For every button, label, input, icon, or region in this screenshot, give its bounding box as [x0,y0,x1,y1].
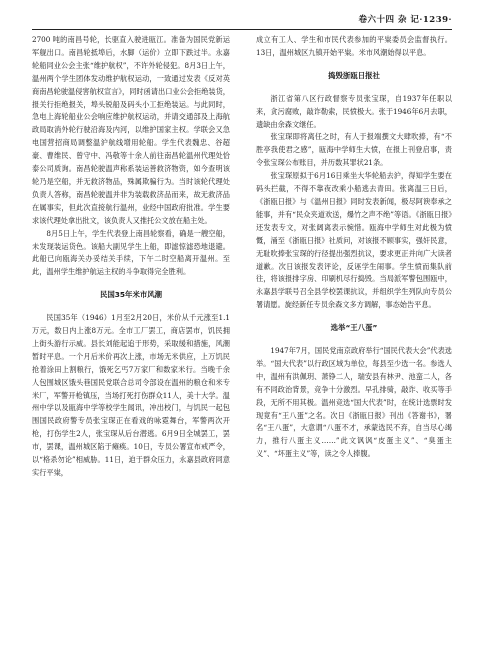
right-paragraph-2: 浙江省第八区行政督察专员张宝琛，自1937年任职以来，贪污腐败，敲诈勒索，民愤极大。张于1946年6月去职，遗缺由余森文继任。 [256,93,452,129]
right-paragraph-4: 张宝琛原拟于6月16日乘坐大华轮船去沪，得知学生要在码头拦截，不得不靠夜改乘小船逃去青田。张离温三日后，《浙瓯日报》与《温州日报》同时发表新闻，极尽阿谀奉承之能事，并有“民众夹道欢送，爆竹之声不绝”等语。《浙瓯日报》还发表专文，对张阔离表示惋惜。瓯海中学师生对此极为愤慨，涌至《浙瓯日报》社质问，对该报不顾事实，强奸民意，无耻吹捧张宝琛的行径提出强烈抗议，要求更正并向广大读者道歉。次日该报发表评论，反诬学生闹事。学生愤而集队前往，将该报排字房、印刷机尽行捣毁。当局派军警包围瓯中，永嘉县学联号召全县学校罢课抗议，并组织学生列队向专员公署请愿。旋经新任专员余森文多方调解，事态始告平息。 [256,171,452,310]
right-paragraph-3: 张宝琛即将离任之时，有人于报端撰文大肆吹捧，有“不胜亭我使君之感”，瓯海中学师生大愤，在报上刊登启事，责令张宝琛公布账目，并历数其罪状21条。 [256,132,452,168]
section-heading-newspaper: 捣毁浙瓯日报社 [328,70,380,80]
left-paragraph-2: 8月5日上午，学生代表登上南昌轮察看，确是一艘空船，未发现装运货色。该船大副见学生上船，即滤惊滤恐地退避。此船已向瓯海关办妥结关手续，下午二时空船离开温州。至此，温州学生维护航运主权的斗争取得完全胜利。 [32,228,230,277]
left-paragraph-1: 2700 吨的南昌号轮，长驱直入驶进瓯江。准备为国民党新运军舰出口。南昌轮抵埠后，水脚（运价）立即下跌过半。永嘉轮船同业公会主张“维护航权”，不许外轮侵犯。8月3日上午，温州两个学生团体发动维护航权运动，一致通过发表《反对英商南昌轮驶温侵害航权宣言》，同时函请出口业公会拒绝装货，报关行拒绝报关，埠头锐船及码头小工拒绝装运。与此同时，急电上海轮船业公会响应维护航权运动，并请交通部及上海航政局取消外轮行驶沿海及内河，以维护国家主权。学联会又急电国营招商局调整温沪航线增用轮船。学生代表魏忠、谷超豪、曹维民、曾守中、冯敬等十余人前往南昌轮温州代理处恰泰公司质询。南昌轮驶温声称系装运善救济物资，如今查明该轮乃是空船，并无救济物品，殊属欺骗行为。当时该轮代理处负责人答称，南昌轮驶温并非为装载救济品而来，故无救济品在属事实，但此次直接航行温州，业经中国政府批准。学生要求该代理处拿出批文，该负责人又推托公文放在船主处。 [32,35,230,225]
section-heading-rice-market: 民国35年米市风潮 [99,290,163,300]
right-column [256,34,452,634]
right-paragraph-1: 成立有工人、学生和市民代表参加的平粜委员会监督执行。13日，温州城区九镇开始平粜。米市风潮始得以平息。 [256,35,452,57]
right-paragraph-5: 1947年7月，国民党南京政府举行“国民代表大会”代表选举。“国大代表”以行政区域为单位，每县至少选一名。参选人中，温州有洪佩玥、萧铮二人，瑞安县有林尹、池蛮二人，各有不同政治背景，竞争十分激烈。早孔排骑，敲诈、收买等手段，无所不用其极。温州竞选“国大代表”时，在统计选票时发现竟有“王八蛋”之名。次日《浙瓯日报》刊出《答谢书》，署名“王八蛋”，大意谓“八蛋不才，承蒙选民不弃，自当尽心竭力，推行八蛋主义……”此文讽讽“皮蛋主义”、“臭蛋主义”、“坏蛋主义”等，读之令人捧腹。 [256,346,452,459]
running-head: 卷六十四 杂 记·1239· [358,15,452,25]
section-heading-election: 选举“王八蛋” [330,323,378,333]
left-column [32,34,230,634]
header-rule [32,29,452,30]
left-paragraph-3: 民国35年（1946）1月至2月20日，米价从千元涨至1.1万元，数日内上涨8万元。全市工厂罢工，商店罢市，饥民拥上街头游行示威。县长刘能起追于形势，采取缓和措施，风潮暂时平息。一个月后米价再次上涨，市场无米供应，上万饥民抢着涂田上割粮行，饿死乞丐7万家厂和数家米行。当晚千余人包围城区饿头巷国民党联合总司令部设在温州的粮仓和米专米厂，军警开枪镇压，当场打死打伤群众11人，美十大学。温州中学以及瓯海中学等校学生闻讯，冲出校门，与饥民一起包围国民政府警专员张宝琛正在看戏的咏霓舞台，军警两次开枪，打伤学生2人，张宝琛从后台潜逃。6月9日全城罢工，罢市，罢课，温州城区陷于瘫痪。10日，专员公署宣布戒严令，以“格杀勿论”相威胁。11日，迫于群众压力，永嘉县政府同意实行平粜， [32,313,230,477]
page-header [0,0,480,30]
